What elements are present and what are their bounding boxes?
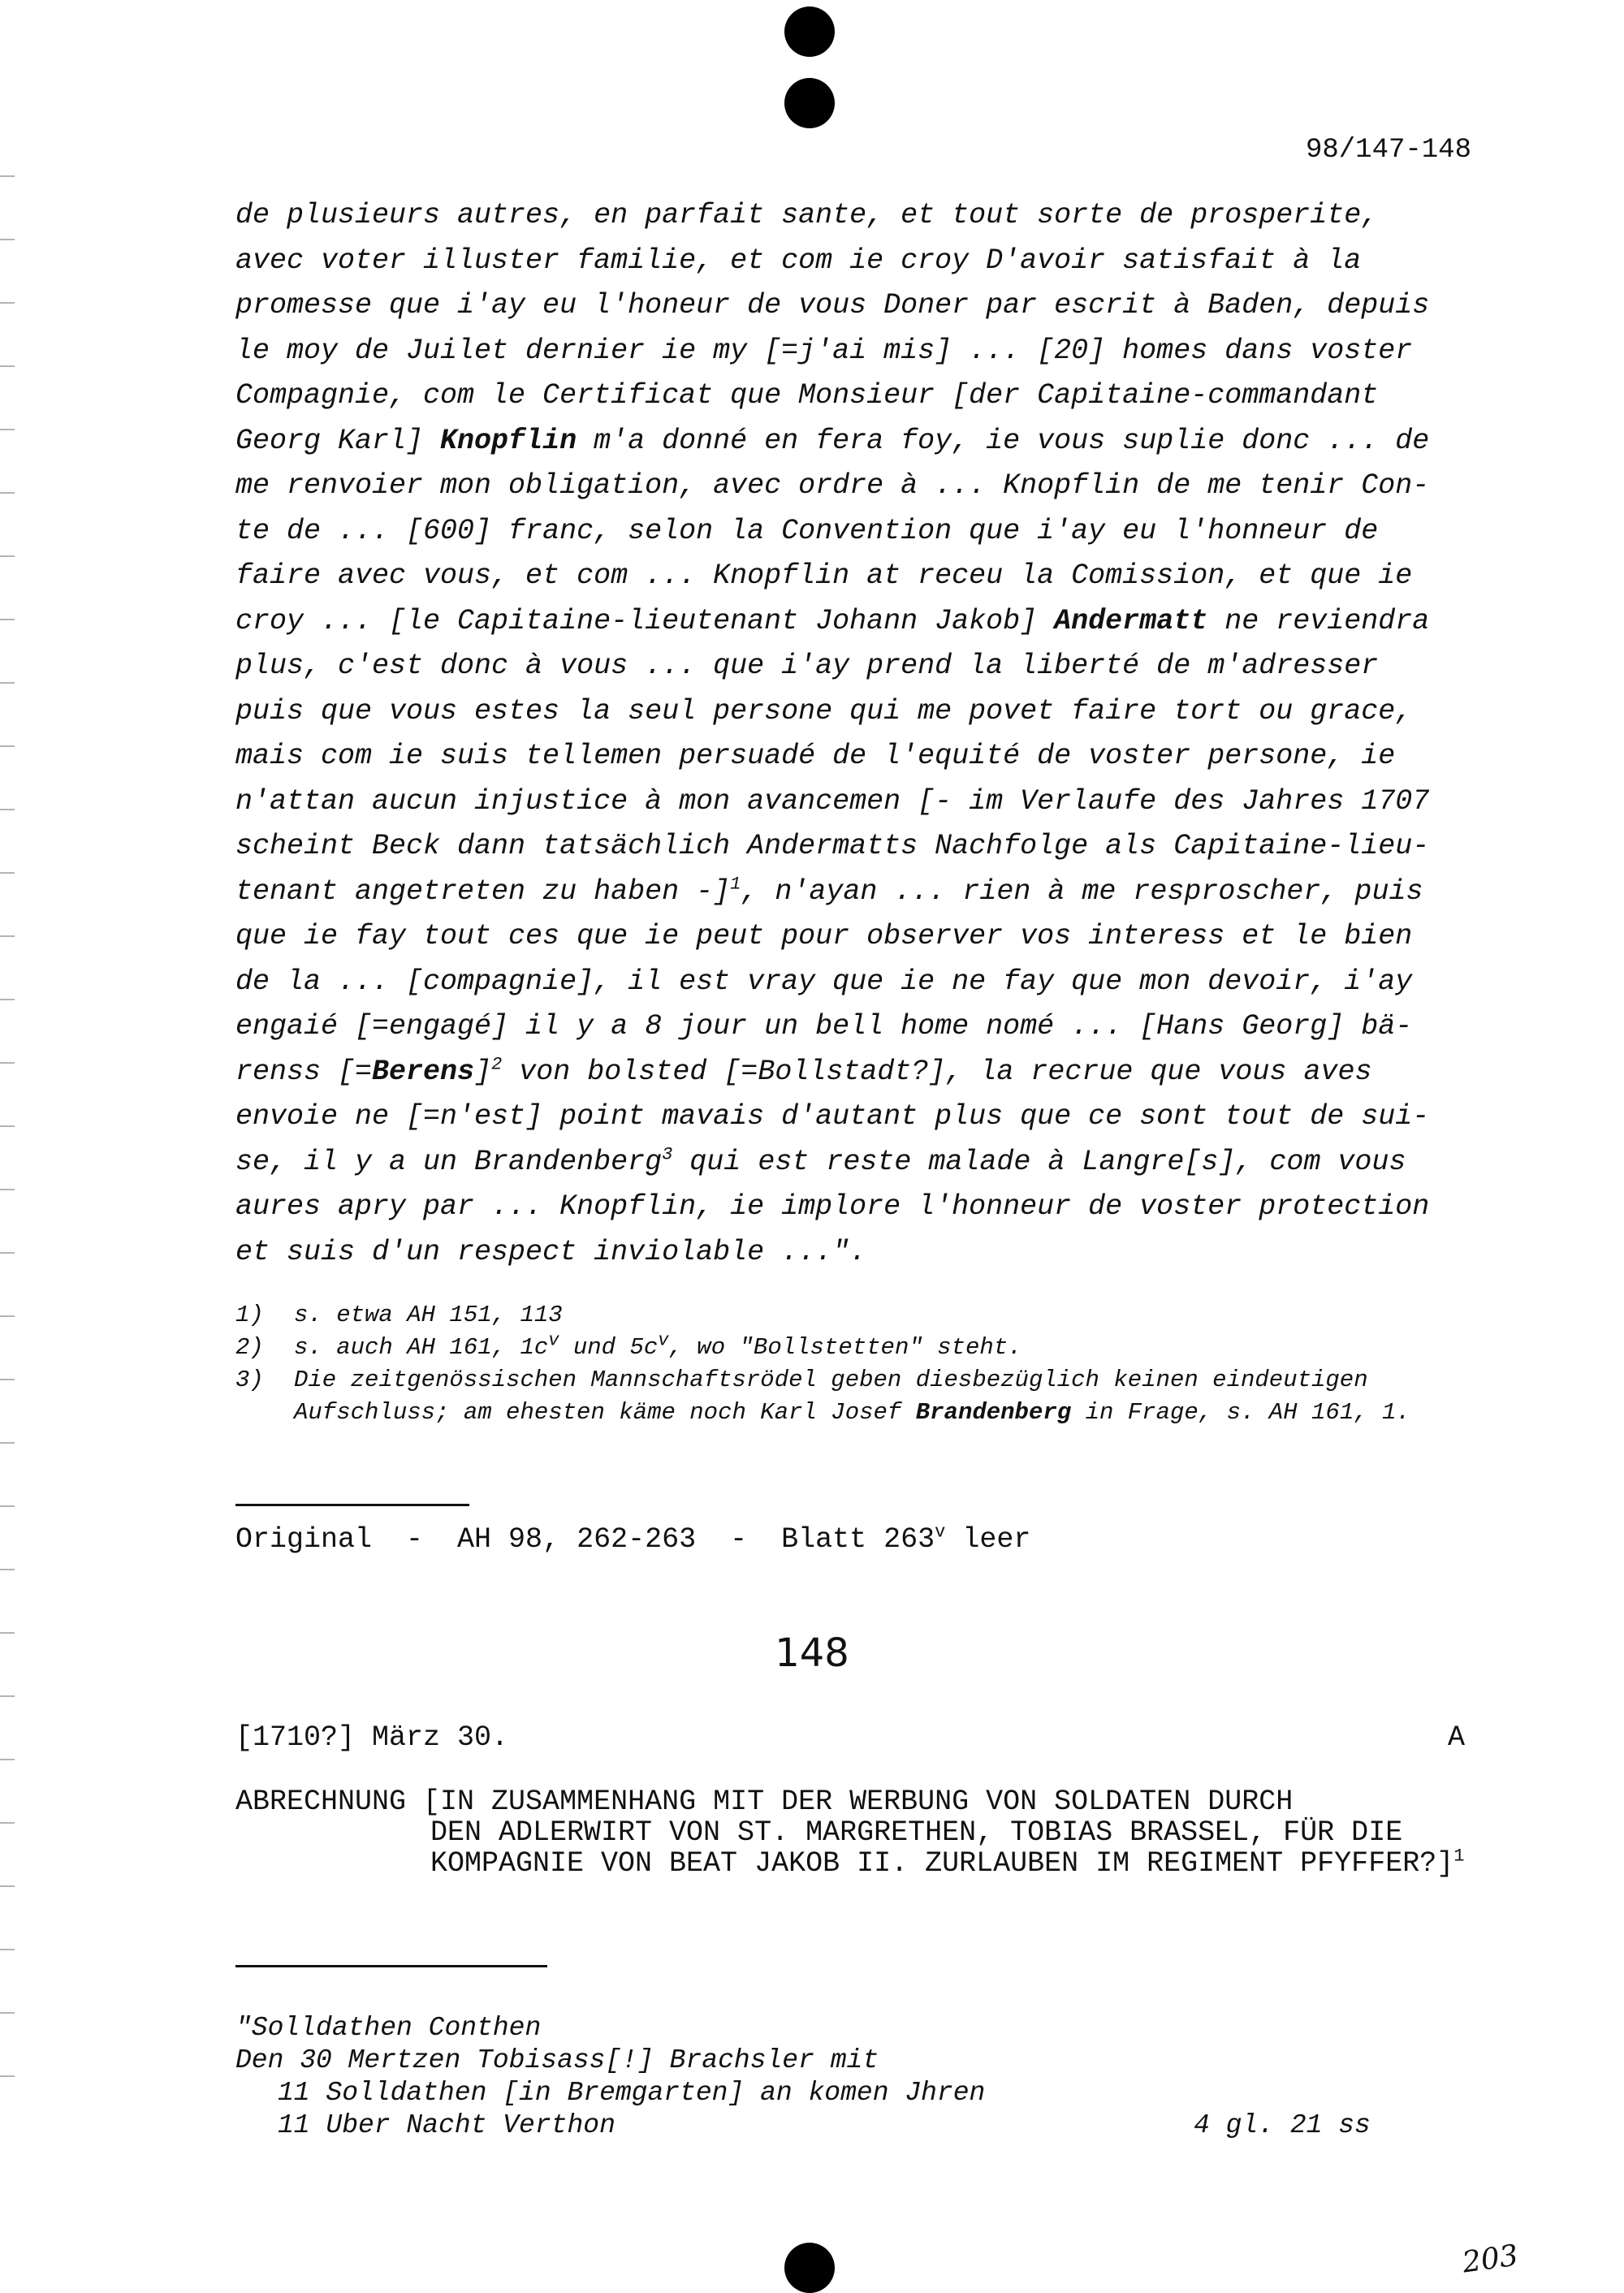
footnote-text: s. etwa AH 151, 113 xyxy=(294,1302,563,1328)
document-date: [1710?] März 30. xyxy=(235,1721,509,1754)
heading-separator xyxy=(235,1965,547,1967)
body-line: faire avec vous, et com ... Knopflin at receu la Comission, et que ie xyxy=(235,559,1413,592)
body-line: le moy de Juilet dernier ie my [=j'ai mis] ... [20] homes dans voster xyxy=(235,334,1413,367)
footnote-marker: 3 xyxy=(662,1143,673,1164)
body-line: mais com ie suis tellemen persuadé de l'equité de voster persone, ie xyxy=(235,740,1396,772)
text-run: qui est reste malade à Langre[s], com vous xyxy=(672,1145,1406,1178)
body-line: aures apry par ... Knopflin, ie implore l'honneur de voster protection xyxy=(235,1190,1430,1223)
account-amount: 4 gl. 21 ss xyxy=(1194,2110,1371,2140)
bold-name: Brandenberg xyxy=(915,1399,1072,1426)
footnote-number: 2) xyxy=(235,1334,264,1361)
footnote xyxy=(235,1332,1478,1364)
handwritten-page-note: 203 xyxy=(1460,2239,1521,2280)
text-run: Die zeitgenössischen Mannschaftsrödel geben diesbezüglich keinen eindeutigen Aufschluss; am ehesten käme noch Karl Josef xyxy=(294,1367,1368,1426)
footnotes xyxy=(235,1299,1478,1429)
body-line: te de ... [600] franc, selon la Convention que i'ay eu l'honneur de xyxy=(235,514,1379,547)
punch-hole-second xyxy=(784,78,835,128)
text-run: ne reviendra xyxy=(1207,604,1430,637)
bold-name: Andermatt xyxy=(1054,604,1208,637)
document-type-letter: A xyxy=(1447,1721,1465,1754)
text-run: m'a donné en fera foy, ie vous suplie donc ... de xyxy=(577,424,1430,457)
page-reference: 98/147-148 xyxy=(1305,135,1471,166)
original-source-line: Original - AH 98, 262-263 - Blatt 263$^v$ leer xyxy=(235,1522,1031,1556)
body-line: promesse que i'ay eu l'honeur de vous Doner par escrit à Baden, depuis xyxy=(235,289,1430,322)
text-run: renss [= xyxy=(235,1055,373,1088)
scan-edge-marks xyxy=(0,146,15,2095)
heading-continuation: DEN ADLERWIRT VON ST. MARGRETHEN, TOBIAS BRASSEL, FÜR DIE KOMPAGNIE VON BEAT JAKOB II. ZURLAUBEN IM REGIMENT PFYFFER?]$^1$ xyxy=(430,1816,1465,1880)
body-line: que ie fay tout ces que ie peut pour observer vos interess et le bien xyxy=(235,920,1413,952)
text-run: Georg Karl] xyxy=(235,424,441,457)
body-line: Compagnie, com le Certificat que Monsieur [der Capitaine-commandant xyxy=(235,379,1379,412)
footnote xyxy=(235,1364,1478,1429)
text-run: von bolsted [=Bollstadt?], la recrue que vous aves xyxy=(502,1055,1372,1088)
body-line: puis que vous estes la seul persone qui me povet faire tort ou grace, xyxy=(235,694,1413,728)
body-line: engaié [=engagé] il y a 8 jour un bell home nomé ... [Hans Georg] bä- xyxy=(235,1010,1413,1043)
bold-name: Berens xyxy=(372,1055,475,1088)
text-run: croy ... [le Capitaine-lieutenant Johann Jakob] xyxy=(235,604,1055,637)
account-excerpt xyxy=(235,2012,1405,2142)
text-run: tenant angetreten zu haben -] xyxy=(235,874,731,908)
text-run: und 5c xyxy=(559,1334,659,1361)
document-heading xyxy=(235,1786,1478,1879)
body-line: et suis d'un respect inviolable ...". xyxy=(235,1235,867,1268)
letter-body xyxy=(235,193,1478,1275)
text-run: s. auch AH 161, 1c xyxy=(294,1334,549,1361)
body-line xyxy=(235,1140,1478,1185)
body-line xyxy=(235,419,1478,464)
superscript: v xyxy=(658,1330,669,1351)
footnote-text xyxy=(294,1364,1478,1429)
text-run: in Frage, s. AH 161, 1. xyxy=(1071,1399,1410,1426)
footnote-marker: 1 xyxy=(730,873,741,894)
body-line: de plusieurs autres, en parfait sante, et tout sorte de prosperite, xyxy=(235,199,1379,231)
body-line: n'attan aucun injustice à mon avancemen [- im Verlaufe des Jahres 1707 xyxy=(235,784,1430,818)
footnote-text xyxy=(294,1332,1478,1364)
bold-name: Knopflin xyxy=(440,424,577,457)
superscript: v xyxy=(548,1330,559,1351)
body-line: envoie ne [=n'est] point mavais d'autant plus que ce sont tout de sui- xyxy=(235,1100,1430,1133)
account-line xyxy=(235,2109,1405,2142)
footnote-number: 3) xyxy=(235,1367,264,1393)
footnote-number: 1) xyxy=(235,1302,264,1328)
punch-hole-bottom xyxy=(784,2243,835,2293)
footnote-separator xyxy=(235,1504,469,1506)
account-line: "Solldathen Conthen xyxy=(235,2013,542,2043)
account-item: 11 Uber Nacht Verthon xyxy=(278,2110,615,2140)
document-number: 148 xyxy=(775,1630,849,1676)
account-line: Den 30 Mertzen Tobisass[!] Brachsler mit xyxy=(235,2045,879,2075)
body-line: plus, c'est donc à vous ... que i'ay prend la liberté de m'adresser xyxy=(235,650,1379,682)
account-line: 11 Solldathen [in Bremgarten] an komen Jhren xyxy=(278,2078,986,2108)
body-line xyxy=(235,1050,1478,1095)
body-line: scheint Beck dann tatsächlich Andermatts Nachfolge als Capitaine-lieu- xyxy=(235,830,1430,862)
text-run: se, il y a un Brandenberg xyxy=(235,1145,663,1178)
footnote-marker: 2 xyxy=(491,1053,503,1074)
body-line xyxy=(235,870,1478,915)
body-line: me renvoier mon obligation, avec ordre à ... Knopflin de me tenir Con- xyxy=(235,469,1430,502)
text-run: ] xyxy=(474,1055,492,1088)
footnote xyxy=(235,1299,1478,1332)
text-run: , wo "Bollstetten" steht. xyxy=(668,1334,1022,1361)
body-line: avec voter illuster familie, et com ie croy D'avoir satisfait à la xyxy=(235,244,1362,277)
body-line: de la ... [compagnie], il est vray que ie ne fay que mon devoir, i'ay xyxy=(235,965,1413,998)
body-line xyxy=(235,599,1478,645)
heading-first-line: ABRECHNUNG [IN ZUSAMMENHANG MIT DER WERBUNG VON SOLDATEN DURCH xyxy=(235,1786,1294,1818)
punch-hole-top xyxy=(784,6,835,57)
text-run: , n'ayan ... rien à me resproscher, puis xyxy=(741,874,1423,908)
